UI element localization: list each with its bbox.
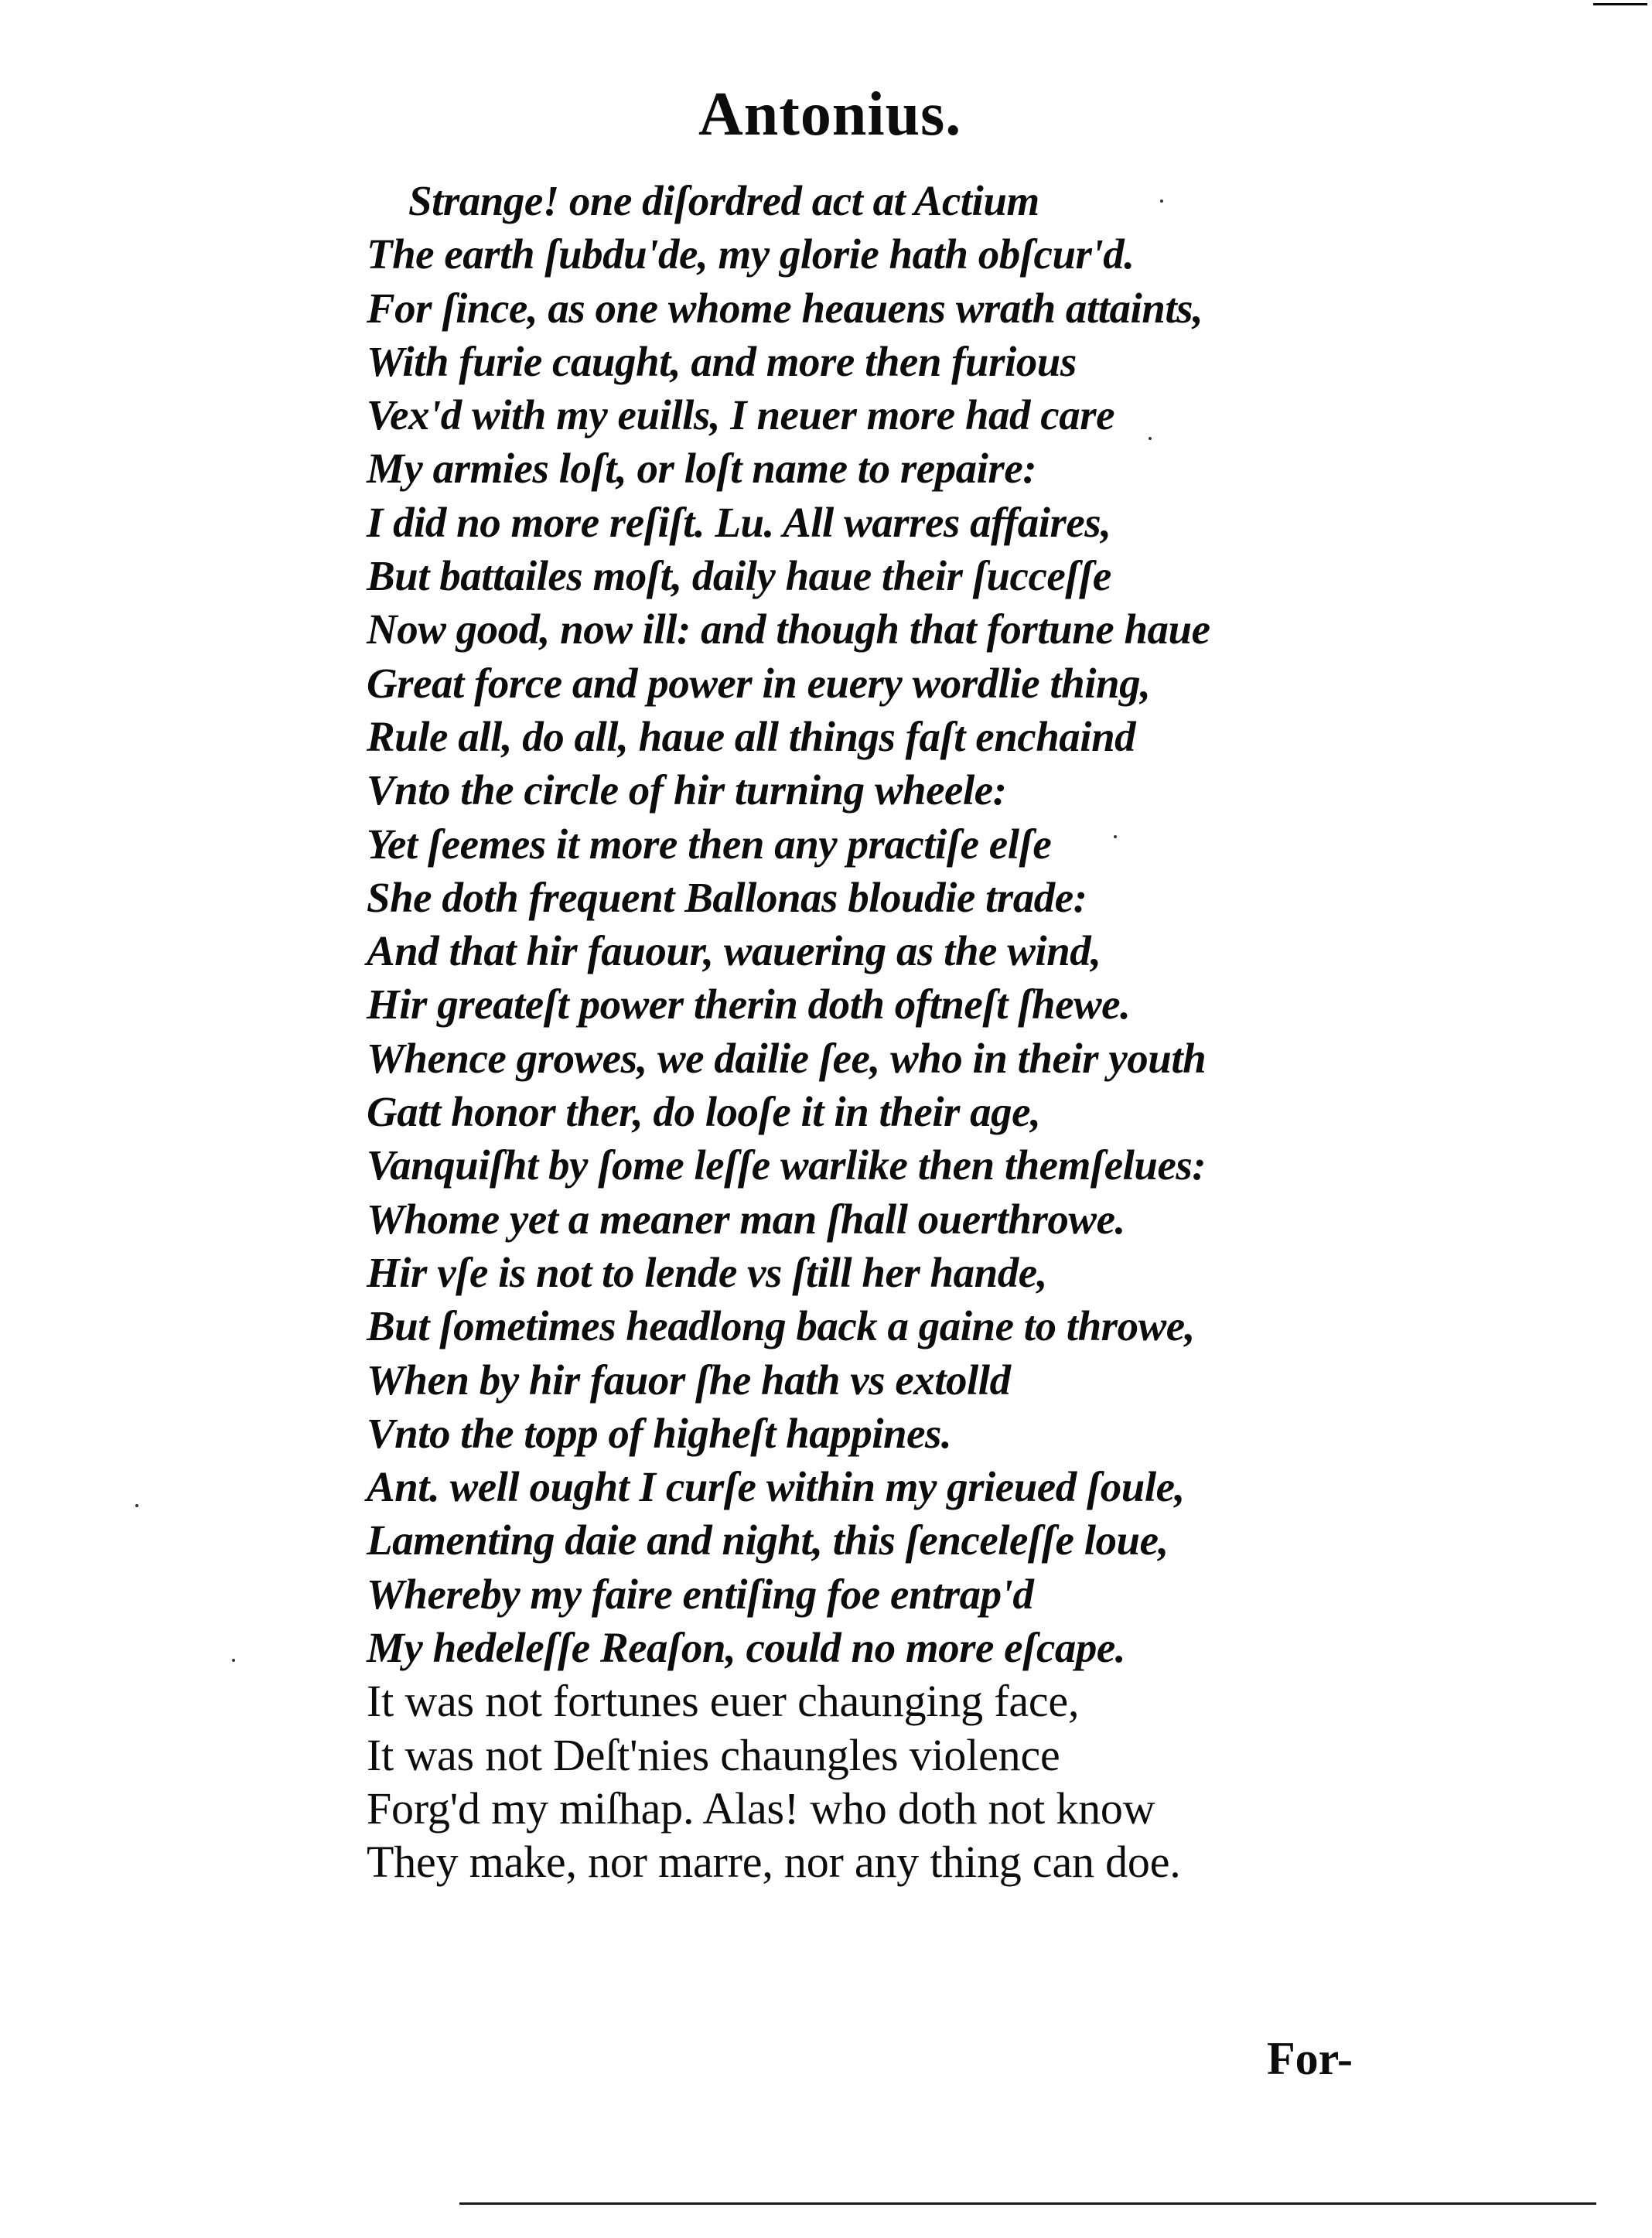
verse-line: Vnto the topp of higheſt happines. xyxy=(367,1409,952,1457)
verse-line: The earth ſubdu'de, my glorie hath obſcur'd. xyxy=(367,230,1135,278)
ink-speck xyxy=(1160,200,1163,203)
top-edge-mark xyxy=(1593,3,1647,5)
ink-speck xyxy=(1149,437,1152,440)
verse-line: Great force and power in euery wordlie thing, xyxy=(367,659,1151,707)
verse-line: Hir vſe is not to lende vs ſtill her hande, xyxy=(367,1248,1047,1296)
verse-line: It was not fortunes euer chaunging face, xyxy=(367,1676,1080,1727)
verse-line: Whence growes, we dailie ſee, who in their youth xyxy=(367,1034,1207,1082)
verse-line: But battailes moſt, daily haue their ſucceſſe xyxy=(367,552,1111,600)
verse-line: And that hir fauour, wauering as the wind, xyxy=(367,927,1101,975)
verse-line: Gatt honor ther, do looſe it in their age, xyxy=(367,1088,1041,1136)
verse-line: Yet ſeemes it more then any practiſe elſe xyxy=(367,820,1052,868)
verse-line: Whereby my faire entiſing foe entrap'd xyxy=(367,1570,1034,1618)
running-title: Antonius. xyxy=(698,80,962,148)
verse-line: Forg'd my miſhap. Alas! who doth not know xyxy=(367,1783,1155,1834)
verse-line: Vnto the circle of hir turning wheele: xyxy=(367,766,1007,814)
verse-line: I did no more reſiſt. Lu. All warres affaires, xyxy=(367,498,1111,546)
verse-line: She doth frequent Ballonas bloudie trade: xyxy=(367,873,1087,921)
verse-line: Whome yet a meaner man ſhall ouerthrowe. xyxy=(367,1195,1125,1243)
verse-line: My armies loſt, or loſt name to repaire: xyxy=(367,445,1037,493)
verse-line: Vanquiſht by ſome leſſe warlike then themſelues: xyxy=(367,1141,1207,1189)
verse-line: My hedeleſſe Reaſon, could no more eſcape. xyxy=(367,1624,1125,1672)
verse-line: They make, nor marre, nor any thing can doe. xyxy=(367,1837,1181,1888)
verse-line: When by hir fauor ſhe hath vs extolld xyxy=(367,1356,1011,1404)
verse-line: Lamenting daie and night, this ſenceleſſe loue, xyxy=(367,1516,1169,1564)
verse-line: Rule all, do all, haue all things faſt enchaind xyxy=(367,712,1136,760)
ink-speck xyxy=(1114,835,1117,838)
verse-line: Ant. well ought I curſe within my grieued ſoule, xyxy=(367,1463,1185,1511)
verse-line: But ſometimes headlong back a gaine to throwe, xyxy=(367,1302,1195,1350)
ink-speck xyxy=(135,1504,138,1507)
verse-line: It was not Deſt'nies chaungles violence xyxy=(367,1729,1060,1780)
verse-line: Now good, now ill: and though that fortune haue xyxy=(367,606,1210,653)
ink-speck xyxy=(232,1659,235,1662)
verse-line: Strange! one diſordred act at Actium xyxy=(408,177,1039,224)
catchword: For- xyxy=(1267,2033,1353,2084)
verse-line: For ſince, as one whome heauens wrath attaints, xyxy=(367,284,1203,332)
verse-line: Hir greateſt power therin doth oftneſt ſhewe. xyxy=(367,981,1131,1029)
verse-text xyxy=(367,174,1449,1889)
verse-line: Vex'd with my euills, I neuer more had care xyxy=(367,391,1115,439)
bottom-rule xyxy=(459,2202,1596,2205)
verse-line: With furie caught, and more then furious xyxy=(367,337,1077,385)
